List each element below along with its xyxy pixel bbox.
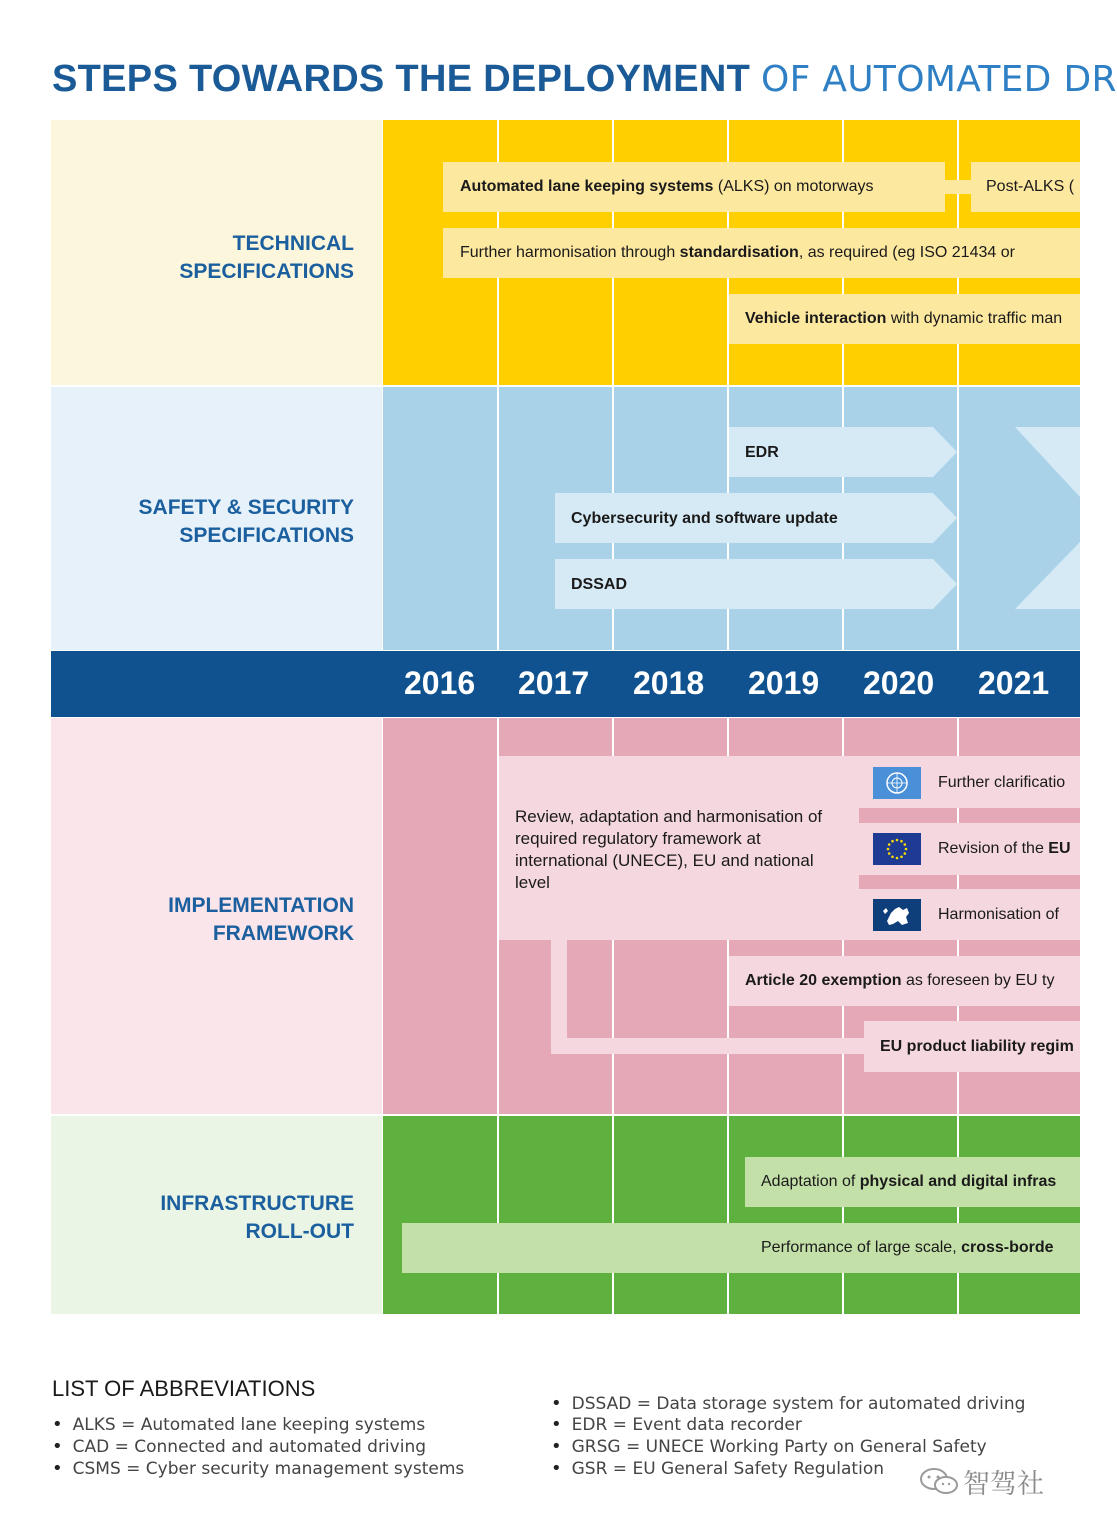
post-alks-text: Post-ALKS ( bbox=[986, 178, 1075, 195]
cyber-label: Cybersecurity and software update bbox=[571, 510, 838, 527]
adapt-bold-text: physical and digital infras bbox=[859, 1173, 1057, 1190]
technical-label bbox=[179, 230, 354, 286]
gridline bbox=[727, 1116, 729, 1314]
un-text: Further clarificatio bbox=[938, 774, 1066, 791]
year-label: 2020 bbox=[863, 665, 935, 701]
implementation-label-panel bbox=[51, 718, 382, 1114]
harm-bold-text: standardisation bbox=[679, 244, 799, 261]
review-text: Review, adaptation and harmonisation of required regulatory framework at international (UNECE), EU and national level bbox=[515, 807, 823, 892]
gridline bbox=[497, 1116, 499, 1314]
technical-label-line1: TECHNICAL bbox=[232, 232, 354, 255]
alks-bold-text: Automated lane keeping systems bbox=[460, 178, 714, 195]
art20-bold-text: Article 20 exemption bbox=[745, 972, 902, 989]
un-flag-icon bbox=[873, 767, 921, 799]
perf-text: Performance of large scale, bbox=[761, 1239, 962, 1256]
abbreviation-item: • ALKS = Automated lane keeping systems bbox=[52, 1414, 425, 1435]
next-arrow-top bbox=[1015, 427, 1080, 497]
technical-label-panel bbox=[51, 120, 382, 385]
year-label: 2017 bbox=[518, 665, 590, 701]
next-arrow-bottom bbox=[1015, 542, 1080, 609]
year-label: 2016 bbox=[404, 665, 476, 701]
abbreviations-heading: LIST OF ABBREVIATIONS bbox=[52, 1376, 316, 1401]
safety-label bbox=[139, 494, 354, 550]
infrastructure-label-line2: ROLL-OUT bbox=[245, 1220, 354, 1243]
watermark: 智驾社 bbox=[963, 1469, 1044, 1500]
veh-text: with dynamic traffic man bbox=[886, 310, 1063, 327]
abbreviation-item: • CAD = Connected and automated driving bbox=[52, 1436, 426, 1457]
gridline bbox=[957, 1116, 959, 1314]
implementation-label-line1: IMPLEMENTATION bbox=[168, 894, 354, 917]
bracket-line bbox=[551, 1038, 864, 1054]
implementation-label bbox=[168, 892, 354, 948]
abbreviation-item: • GRSG = UNECE Working Party on General Safety bbox=[551, 1436, 987, 1457]
alks-bar bbox=[443, 162, 945, 212]
art20-text: as foreseen by EU ty bbox=[901, 972, 1055, 989]
implementation-label-line2: FRAMEWORK bbox=[212, 922, 354, 945]
veh-bold-text: Vehicle interaction bbox=[745, 310, 887, 327]
abbreviation-item: • EDR = Event data recorder bbox=[551, 1414, 802, 1435]
post-alks-bar bbox=[971, 162, 1080, 212]
gridline bbox=[612, 1116, 614, 1314]
vehicle-interaction-bar bbox=[729, 294, 1080, 344]
eu-text bbox=[938, 836, 1071, 862]
harmonisation-bar bbox=[443, 228, 1080, 278]
infrastructure-row bbox=[383, 1116, 1080, 1314]
wechat-icon bbox=[918, 1466, 960, 1496]
safety-label-line2: SPECIFICATIONS bbox=[179, 524, 354, 547]
infrastructure-label bbox=[160, 1190, 354, 1246]
liability-bar: EU product liability regim bbox=[864, 1021, 1080, 1072]
safety-label-line1: SAFETY & SECURITY bbox=[138, 496, 354, 519]
abbreviation-item: • DSSAD = Data storage system for automated driving bbox=[551, 1393, 1025, 1414]
gridline bbox=[842, 1116, 844, 1314]
dssad-label: DSSAD bbox=[571, 576, 628, 593]
page-title bbox=[52, 58, 1117, 101]
harm-text: Further harmonisation through bbox=[460, 244, 680, 261]
eu-text-pre: Revision of the bbox=[938, 840, 1049, 857]
year-label: 2018 bbox=[633, 665, 705, 701]
safety-label-panel bbox=[51, 387, 382, 650]
europe-map-icon bbox=[873, 899, 921, 931]
alks-text: (ALKS) on motorways bbox=[713, 178, 874, 195]
year-label: 2021 bbox=[978, 665, 1050, 701]
performance-bar bbox=[402, 1223, 1080, 1273]
adapt-text: Adaptation of bbox=[761, 1173, 860, 1190]
abbreviation-item: • CSMS = Cyber security management systems bbox=[52, 1458, 464, 1479]
perf-bold-text: cross-borde bbox=[961, 1239, 1054, 1256]
technical-label-line2: SPECIFICATIONS bbox=[179, 260, 354, 283]
infrastructure-label-line1: INFRASTRUCTURE bbox=[160, 1192, 354, 1215]
eu-flag-icon bbox=[873, 833, 921, 865]
adaptation-bar bbox=[745, 1157, 1080, 1207]
abbreviation-item: • GSR = EU General Safety Regulation bbox=[551, 1458, 884, 1479]
edr-label: EDR bbox=[745, 444, 779, 461]
infrastructure-label-panel bbox=[51, 1116, 382, 1314]
eu-text-bold: EU bbox=[1048, 840, 1071, 857]
title-light: OF AUTOMATED DR bbox=[760, 59, 1117, 100]
europe-text: Harmonisation of bbox=[938, 906, 1059, 923]
article20-bar bbox=[729, 956, 1080, 1006]
alks-connector bbox=[945, 180, 971, 194]
bracket-line bbox=[551, 940, 567, 1054]
title-bold: STEPS TOWARDS THE DEPLOYMENT bbox=[52, 58, 751, 100]
harm-text-end: , as required (eg ISO 21434 or bbox=[798, 244, 1015, 261]
year-label: 2019 bbox=[748, 665, 820, 701]
